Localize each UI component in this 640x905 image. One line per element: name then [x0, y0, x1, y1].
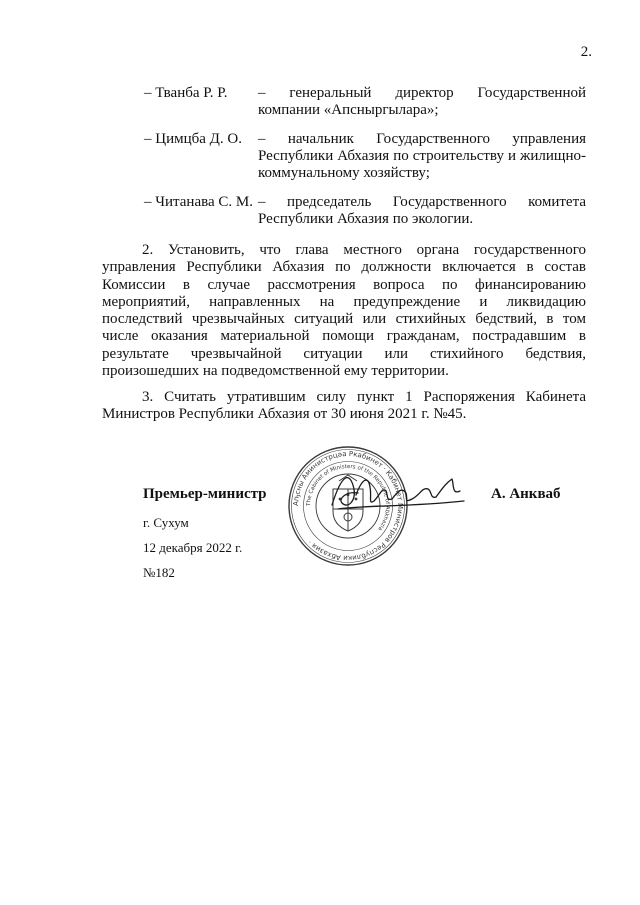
signatory-title: Премьер-министр [143, 486, 267, 502]
handwritten-signature [328, 465, 468, 523]
seal-inner-text: The Cabinet of Ministers of the Republic of Abkhazia [305, 463, 391, 532]
issue-city: г. Сухум [143, 515, 189, 530]
page-number: 2. [580, 44, 592, 60]
commission-members-list [144, 85, 586, 240]
member-role: – генеральный директор Государственной компании «Апсныргылара»; [258, 85, 586, 118]
member-name: – Читанава С. М. [144, 194, 253, 210]
paragraph-3: 3. Считать утратившим силу пункт 1 Распоряжения Кабинета Министров Республики Абхазия от 30 июня 2021 г. №45. [102, 389, 586, 423]
member-row [144, 85, 586, 119]
issue-date: 12 декабря 2022 г. [143, 540, 243, 555]
seal-outer-text: Аҧсны Аминистрцәа Ркабинет · Кабинет Министров Республики Абхазия · [291, 449, 405, 563]
signatory-name: А. Анкваб [491, 486, 561, 502]
member-name: – Тванба Р. Р. [144, 85, 228, 101]
member-row [144, 194, 586, 228]
member-role: – начальник Государственного управления Республики Абхазия по строительству и жилищно-коммунальному хозяйству; [258, 131, 586, 181]
document-number: №182 [143, 565, 175, 580]
member-name: – Цимцба Д. О. [144, 131, 242, 147]
member-row [144, 131, 586, 182]
paragraph-2: 2. Установить, что глава местного органа государственного управления Республики Абхазия по должности включается в состав Комиссии в случае рассмотрения вопроса по финансированию мероприятий, направленных на предупреждение и ликвидацию последствий чрезвычайных ситуаций или стихийных бедствий, в том числе оказания материальной помощи гражданам, пострадавшим в результате чрезвычайной ситуации или стихийного бедствия, произошедших на подведомственной ему территории. [102, 242, 586, 380]
member-role: – председатель Государственного комитета Республики Абхазия по экологии. [258, 194, 586, 227]
